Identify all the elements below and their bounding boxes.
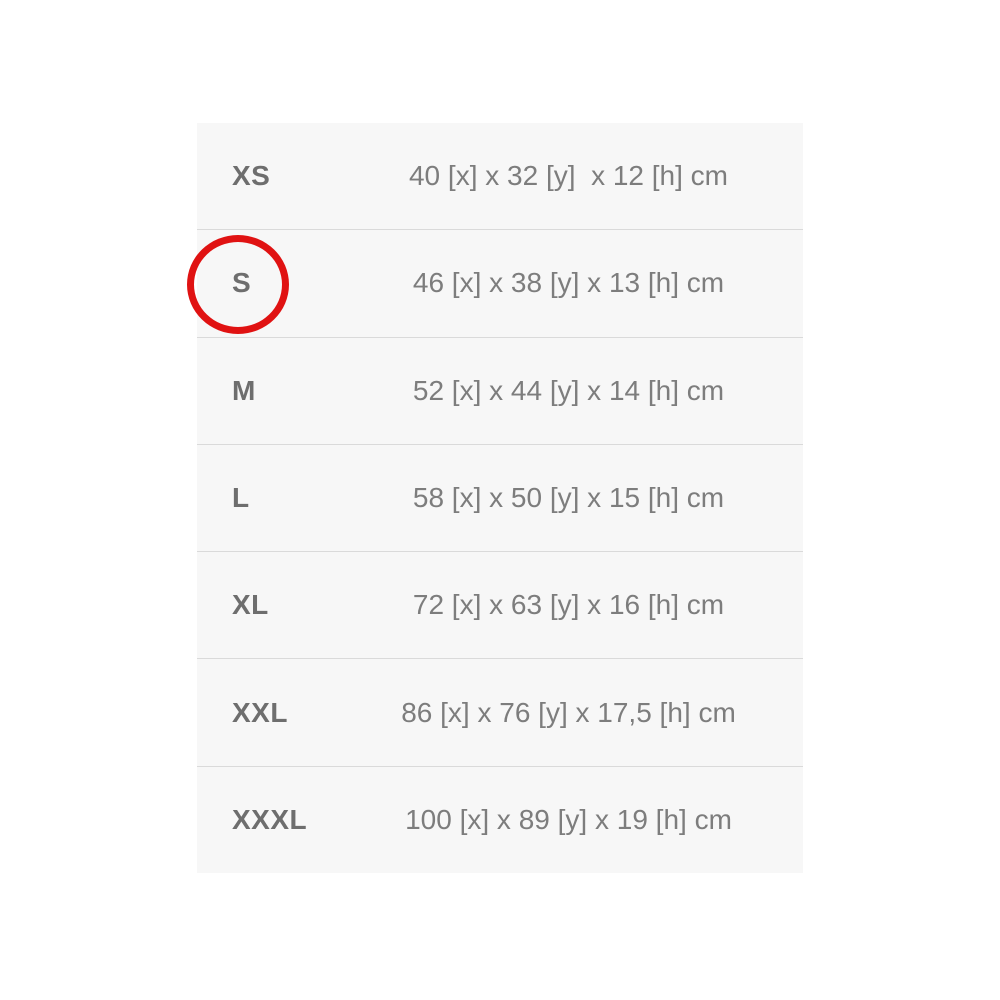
- size-row-xl: [197, 551, 803, 658]
- size-row-m: [197, 337, 803, 444]
- size-dimensions: 58 [x] x 50 [y] x 15 [h] cm: [412, 481, 725, 513]
- size-row-s: [197, 229, 803, 336]
- size-row-xxl: [197, 658, 803, 765]
- size-label: M: [232, 374, 256, 406]
- size-chart-table: [197, 123, 803, 873]
- size-dimensions: 46 [x] x 38 [y] x 13 [h] cm: [412, 267, 725, 299]
- size-label: XS: [232, 160, 271, 192]
- size-row-xs: [197, 123, 803, 229]
- size-dimensions: 86 [x] x 76 [y] x 17,5 [h] cm: [401, 696, 736, 728]
- size-row-xxxl: [197, 766, 803, 873]
- size-dimensions: 72 [x] x 63 [y] x 16 [h] cm: [412, 589, 725, 621]
- size-dimensions: 100 [x] x 89 [y] x 19 [h] cm: [405, 803, 732, 835]
- size-label: XL: [232, 589, 269, 621]
- size-label: XXXL: [232, 803, 308, 835]
- size-label: S: [232, 267, 252, 299]
- size-row-l: [197, 444, 803, 551]
- size-dimensions: 40 [x] x 32 [y] x 12 [h] cm: [408, 160, 729, 192]
- size-dimensions: 52 [x] x 44 [y] x 14 [h] cm: [412, 374, 725, 406]
- size-label: XXL: [232, 696, 288, 728]
- size-label: L: [232, 481, 250, 513]
